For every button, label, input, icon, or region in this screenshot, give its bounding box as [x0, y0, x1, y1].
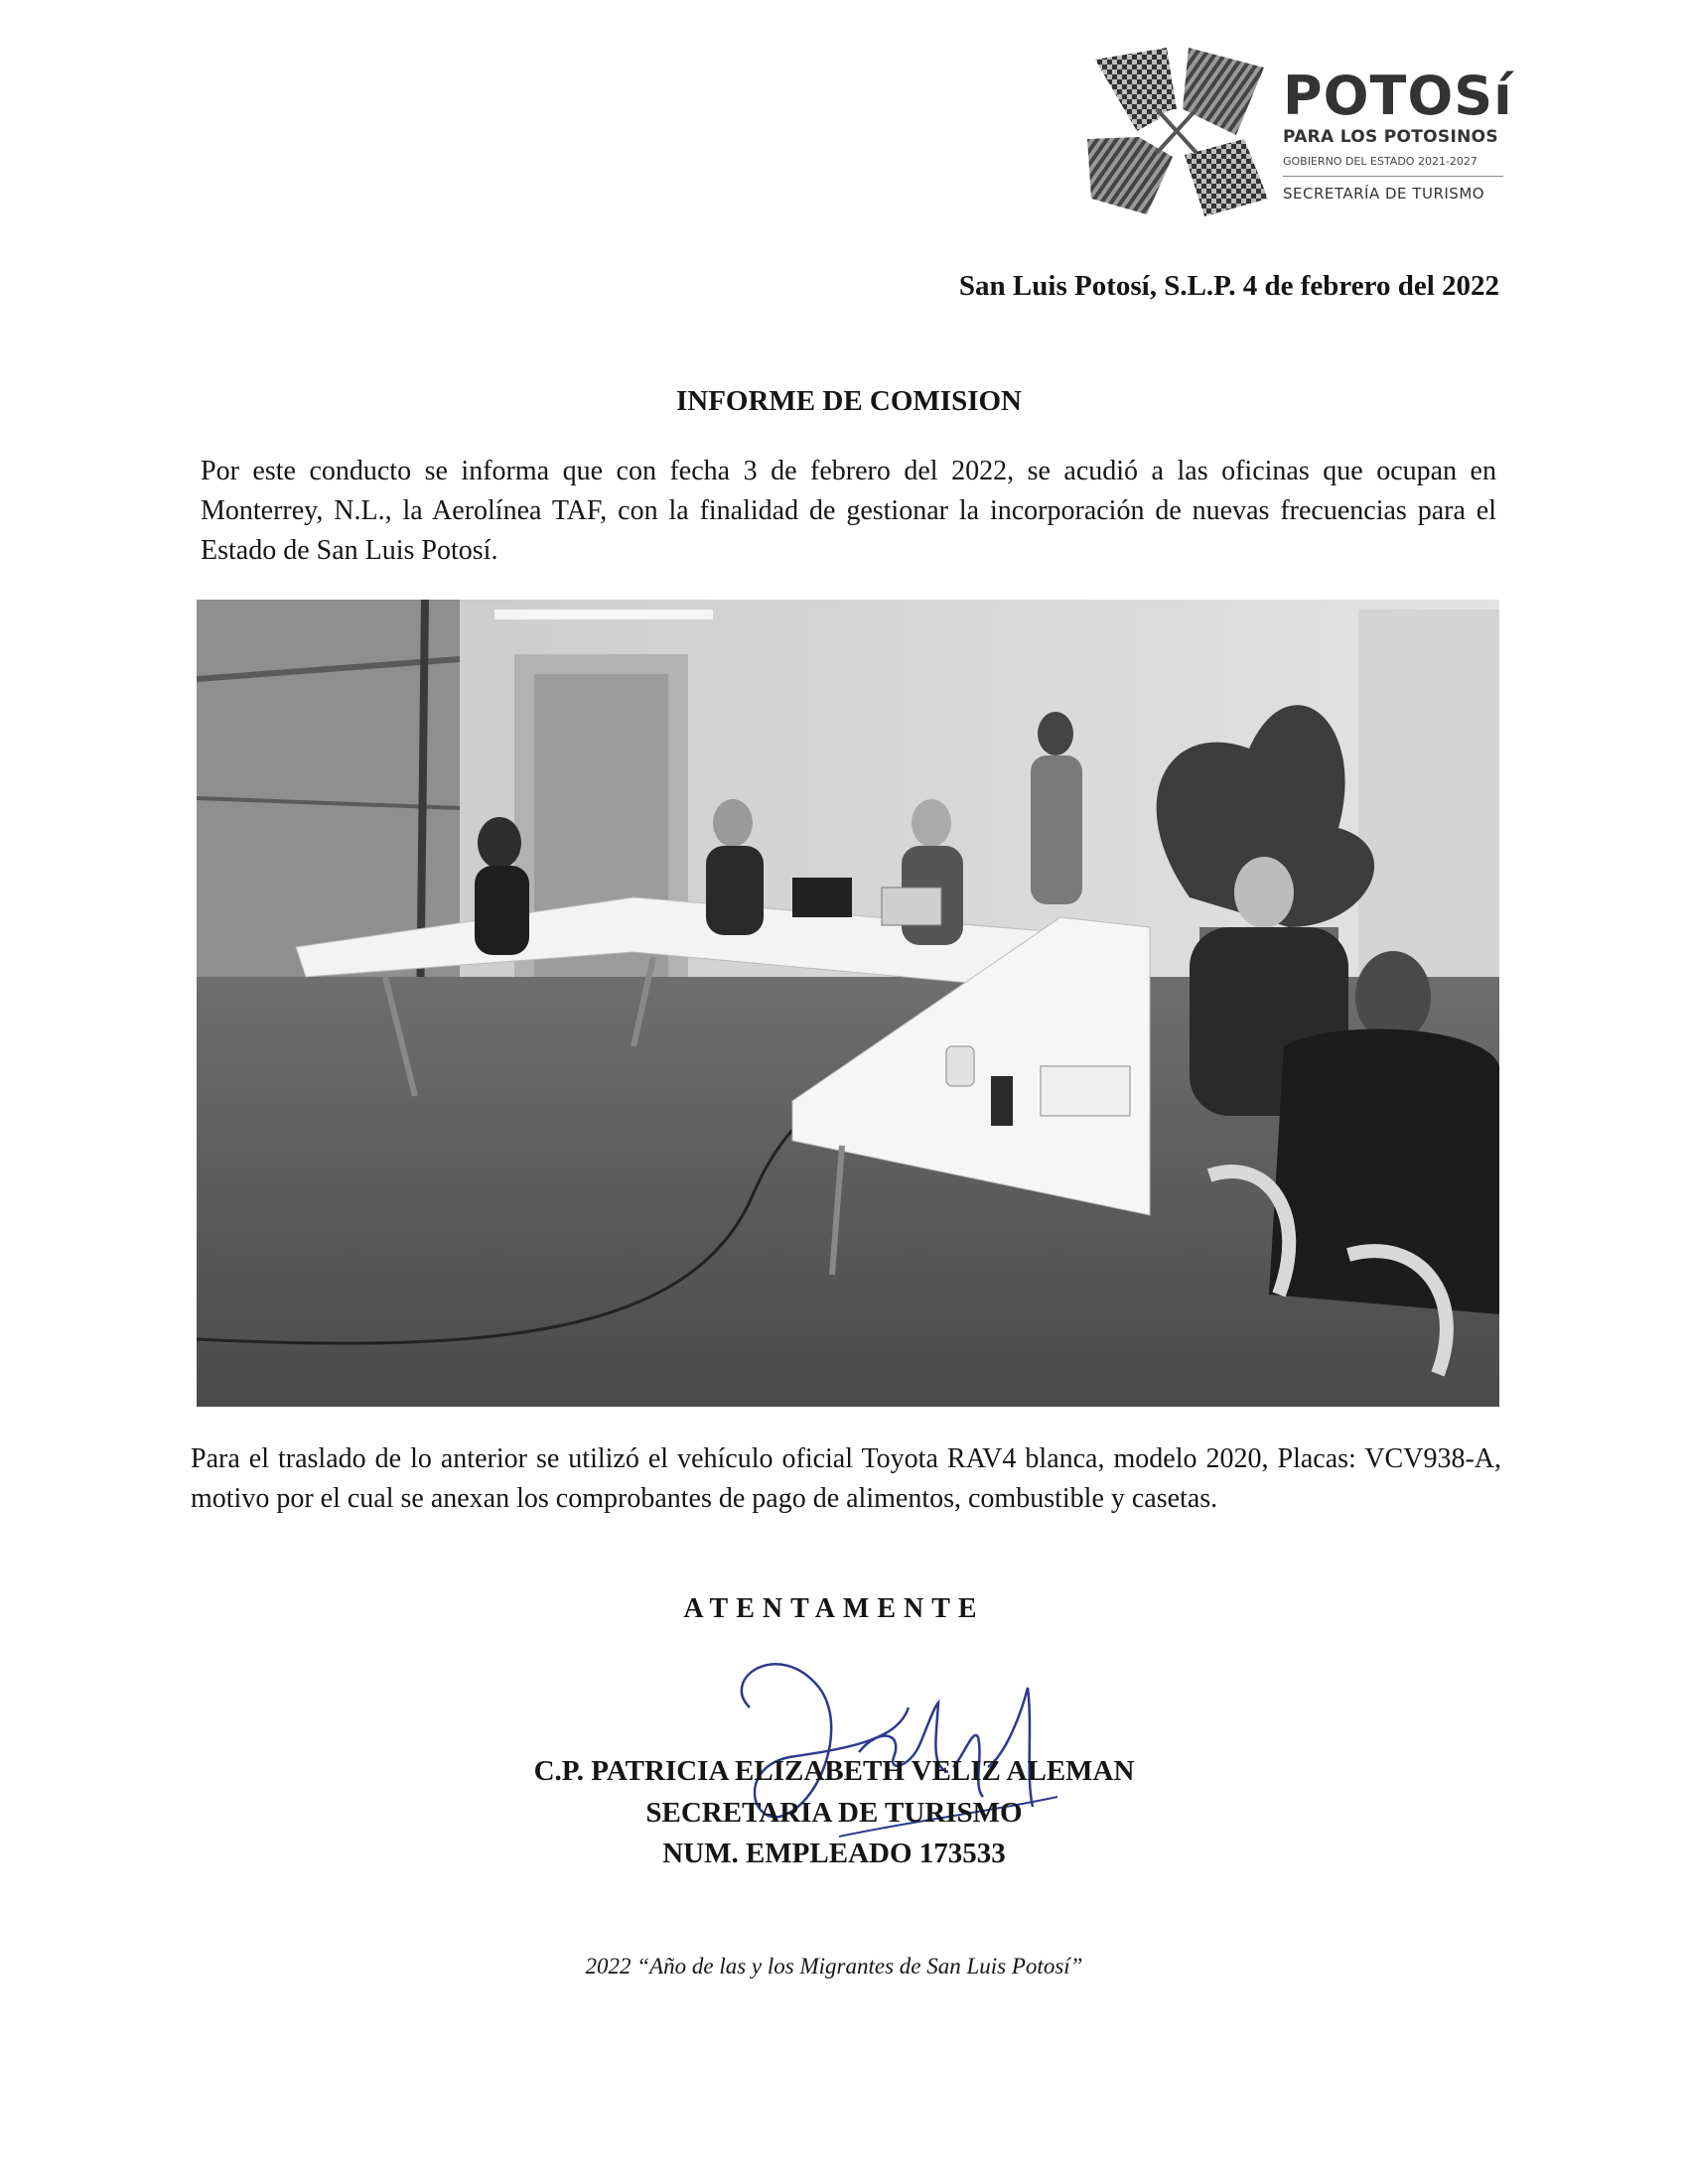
logo-subtitle: PARA LOS POTOSINOS	[1283, 127, 1498, 147]
transport-paragraph: Para el traslado de lo anterior se utilizó el vehículo oficial Toyota RAV4 blanca, modelo 2020, Placas: VCV938-A, motivo por el cual se anexan los comprobantes de pago de alimentos, combustible y casetas.	[191, 1443, 1501, 1514]
signatory-name: C.P. PATRICIA ELIZABETH VELIZ ALEMAN	[533, 1755, 1135, 1787]
logo-title: POTOSí	[1283, 65, 1513, 127]
footer-motto: 2022 “Año de las y los Migrantes de San Luis Potosí”	[585, 1954, 1083, 1979]
meeting-photo	[197, 600, 1499, 1407]
signatory-role: SECRETARIA DE TURISMO	[645, 1797, 1023, 1829]
letterhead-logo	[1077, 40, 1514, 223]
logo-government: GOBIERNO DEL ESTADO 2021-2027	[1283, 155, 1503, 177]
closing-salutation: ATENTAMENTE	[683, 1593, 985, 1624]
state-emblem-icon	[1077, 40, 1276, 223]
document-title: INFORME DE COMISION	[675, 385, 1022, 417]
report-paragraph: Por este conducto se informa que con fecha 3 de febrero del 2022, se acudió a las oficinas que ocupan en Monterrey, N.L., la Aerolínea TAF, con la finalidad de gestionar la incorporación de nuevas frecuencias para el Estado de San Luis Potosí.	[201, 456, 1496, 566]
signatory-employee-number: NUM. EMPLEADO 173533	[662, 1838, 1006, 1869]
date-line: San Luis Potosí, S.L.P. 4 de febrero del 2022	[958, 270, 1499, 302]
logo-department: SECRETARÍA DE TURISMO	[1283, 185, 1485, 203]
